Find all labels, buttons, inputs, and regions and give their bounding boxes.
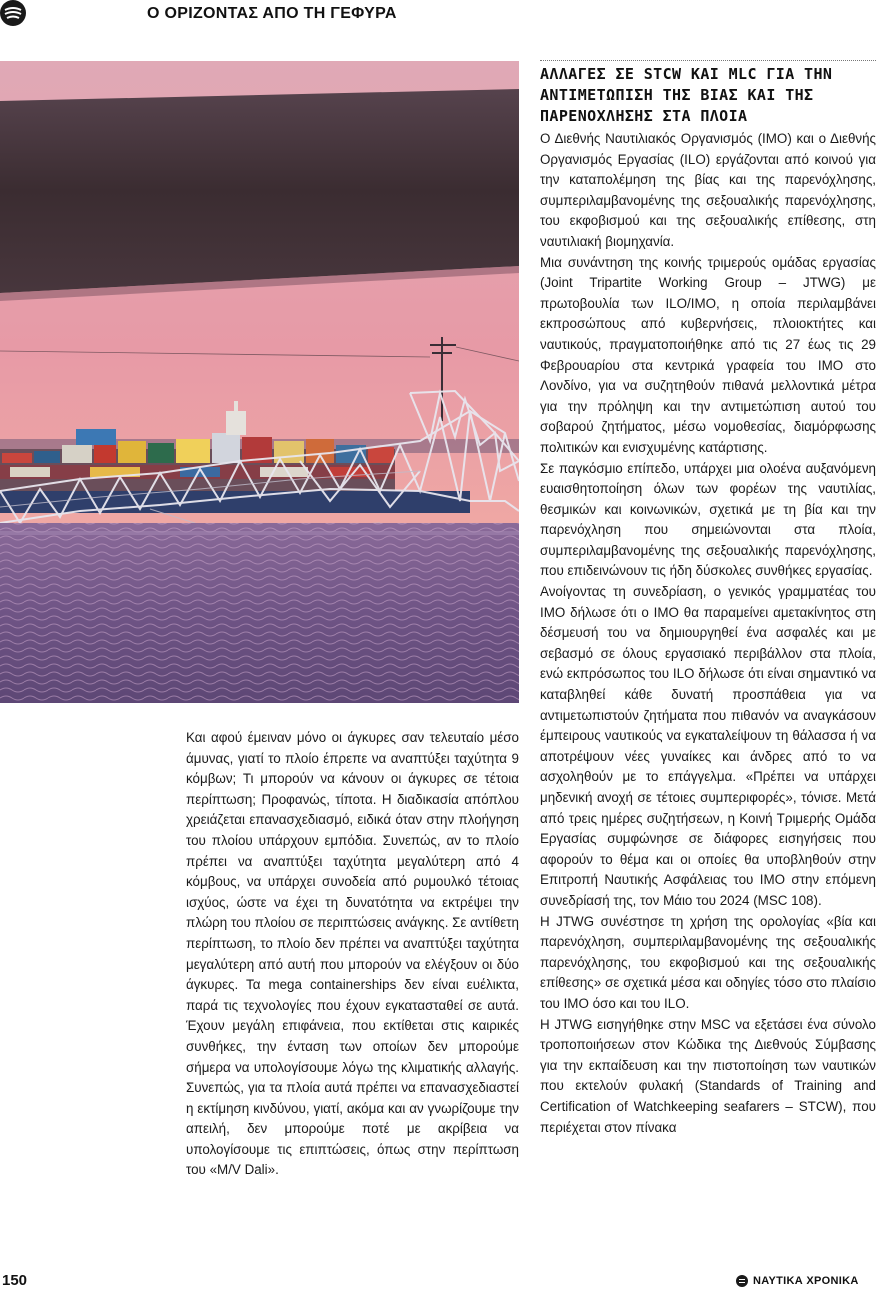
article-heading: ΑΛΛΑΓΕΣ ΣΕ STCW ΚΑΙ MLC ΓΙΑ ΤΗΝ ΑΝΤΙΜΕΤΩΠΙΣΗ ΤΗΣ ΒΙΑΣ ΚΑΙ ΤΗΣ ΠΑΡΕΝΟΧΛΗΣΗΣ ΣΤΑ ΠΛΟΙΑ [540, 65, 833, 125]
section-title: Ο ΟΡΙΖΟΝΤΑΣ ΑΠΟ ΤΗ ΓΕΦΥΡΑ [147, 5, 397, 22]
brand-logo-icon [736, 1275, 748, 1287]
right-column [540, 64, 876, 1138]
heading-divider [540, 60, 876, 61]
right-paragraph: Ανοίγοντας τη συνεδρίαση, ο γενικός γραμματέας του IMO δήλωσε ότι ο IMO θα παραμείνει αμετακίνητος στη δέσμευσή του να δημιουργηθεί ένα ασφαλές και με σεβασμό σε όλους εργασιακό περιβάλλον στα πλοία, ενώ εκπρόσωπος του ILO δήλωσε ότι είναι σημαντικό να καταβληθεί κάθε δυνατή προσπάθεια για να αντιμετωπιστούν ζητήματα που πιθανόν να αναγκάσουν έμπειρους ναυτικούς να εγκαταλείψουν τη θάλασσα ή να αποτρέψουν νέες γυναίκες και άνδρες από το να ασχοληθούν με το επάγγελμα. «Πρέπει να υπάρχει μηδενική ανοχή σε τέτοιες συμπεριφορές», τόνισε. Μετά από τρεις ημέρες συζητήσεων, η Κοινή Τριμερής Ομάδα Εργασίας συμφώνησε σε διάφορες εισηγήσεις που αφορούν το θέμα και οι οποίες θα υποβληθούν στην Επιτροπή Ναυτικής Ασφάλειας του IMO στην επόμενη συνεδρίασή της, τον Μάιο του 2024 (MSC 108). [540, 584, 876, 908]
page-number: 150 [2, 1272, 28, 1289]
right-paragraph: Μια συνάντηση της κοινής τριμερούς ομάδας εργασίας (Joint Tripartite Working Group – JTWG) με πρωτοβουλία των ILO/IMO, η οποία περιλαμβάνει εκπροσώπους από κυβερνήσεις, πλοιοκτήτες και ναυτικούς, πραγματοποιήθηκε από τις 27 έως τις 29 Φεβρουαρίου στα κεντρικά γραφεία του IMO στο Λονδίνο, για να συζητηθούν πιθανά μελλοντικά μέτρα για την πρόληψη και την αντιμετώπιση αυτού του σοβαρού ζητήματος, μέσω νομοθεσίας, διαμόρφωσης πολιτικών και ενισχυμένης κατάρτισης. [540, 254, 876, 455]
brand-name: ΝΑΥΤΙΚΑ ΧΡΟΝΙΚΑ [753, 1275, 859, 1287]
brand-footer [736, 1275, 859, 1287]
magazine-logo-icon [0, 0, 26, 26]
left-column [186, 728, 519, 1181]
right-paragraph: Η JTWG εισηγήθηκε στην MSC να εξετάσει ένα σύνολο τροποποιήσεων στον Κώδικα της Διεθνούς Σύμβασης για την εκπαίδευση και την πιστοποίηση των ναυτικών που εκτελούν φυλακή (Standards of Training and Certification of Watchkeeping seafarers – STCW), που περιέχεται στον πίνακα [540, 1016, 876, 1135]
collapsed-bridge-photo [0, 61, 519, 703]
right-paragraph: Σε παγκόσμιο επίπεδο, υπάρχει μια ολοένα αυξανόμενη ευαισθητοποίηση όλων των φορέων της ναυτιλίας, θεσμικών και κοινωνικών, σχετικά με τη βία και την παρενόχληση που σημειώνονται στα πλοία, συμπεριλαμβανομένης της σεξουαλικής παρενόχλησης, που επιδεινώνουν τις ήδη δύσκολες συνθήκες εργασίας. [540, 460, 876, 579]
right-paragraph: Ο Διεθνής Ναυτιλιακός Οργανισμός (IMO) και ο Διεθνής Οργανισμός Εργασίας (ILO) εργάζονται από κοινού για την καταπολέμηση της βίας και της παρενόχλησης, συμπεριλαμβανομένης της σεξουαλικής παρενόχλησης, του εκφοβισμού και της σεξουαλικής επίθεσης, στη ναυτιλιακή βιομηχανία. [540, 131, 876, 249]
left-paragraph: Και αφού έμειναν μόνο οι άγκυρες σαν τελευταίο μέσο άμυνας, γιατί το πλοίο έπρεπε να αναπτύξει ταχύτητα 9 κόμβων; Τι μπορούν να κάνουν οι άγκυρες σε τέτοια περίπτωση; Προφανώς, τίποτα. Η διαδικασία απόπλου χρειάζεται επανασχεδιασμό, ειδικά όταν στην πλοήγηση του πλοίου υπάρχουν εμπόδια. Συνεπώς, αν το πλοίο πρέπει να αναπτύξει ταχύτητα μεγαλύτερη από 4 κόμβους, να υπάρχει συνοδεία από ρυμουλκό τέτοιας ισχύος, ώστε να έχει τη δυνατότητα να εκτρέψει την πλώρη του πλοίου σε περιπτώσεις ανάγκης. Σε αντίθετη περίπτωση, το πλοίο δεν πρέπει να αναπτύξει ταχύτητα μεγαλύτερη από αυτή που μπορούν να ελέγξουν οι δύο άγκυρες. Τα mega containerships δεν είναι ευέλικτα, παρά τις τεχνολογίες που έχουν εγκατασταθεί σε αυτά. Έχουν μεγάλη επιφάνεια, που εκτίθεται στις καιρικές συνθήκες, την ένταση των οποίων δεν μπορούμε σήμερα να υπολογίσουμε λόγω της κλιματικής αλλαγής. Συνεπώς, για τα πλοία αυτά πρέπει να επανασχεδιαστεί η εκτίμηση κινδύνου, γιατί, ακόμα και αν γνωρίζουμε την απειλή, δεν μπορούμε ποτέ με ακρίβεια να υπολογίσουμε τις επιπτώσεις, όπως στην περίπτωση του «M/V Dali». [186, 730, 519, 1178]
right-paragraph: Η JTWG συνέστησε τη χρήση της ορολογίας «βία και παρενόχληση, συμπεριλαμβανομένης της σεξουαλικής παρενόχλησης, του εκφοβισμού και της σεξουαλικής επίθεσης» σε σχετικά μέσα και οδηγίες τόσο στο πλαίσιο του IMO όσο και του ILO. [540, 913, 876, 1011]
